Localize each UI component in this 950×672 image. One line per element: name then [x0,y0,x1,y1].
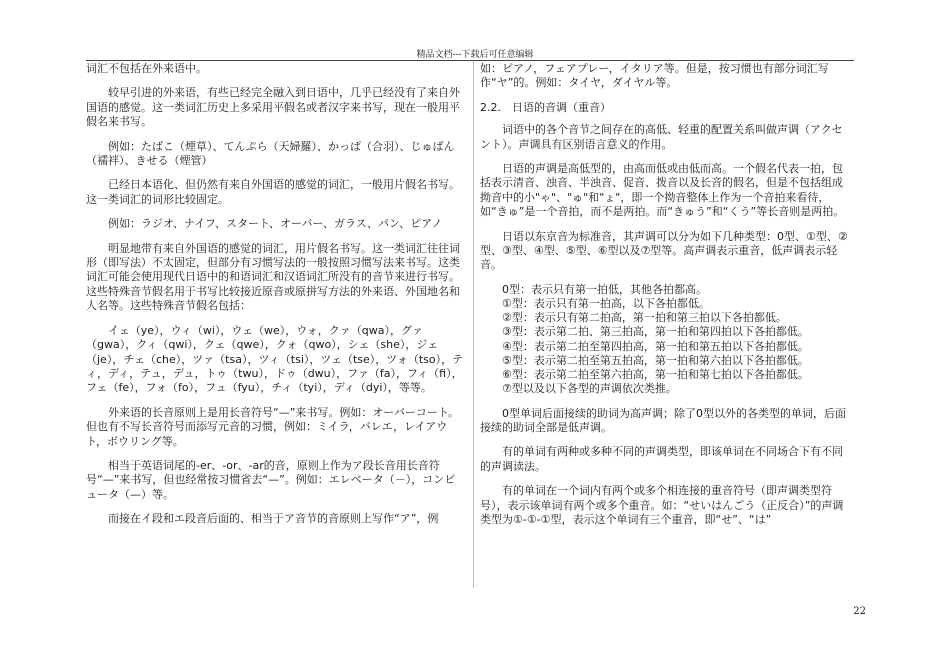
page-number: 22 [853,606,866,617]
paragraph: 如：ピアノ，フェアプレー，イタリア等。但是，按习惯也有部分词汇写作“ヤ”的。例如：タイヤ，ダイヤル等。 [480,62,829,90]
paragraph: 有的单词在一个词内有两个或多个相连接的重音符号（即声调类型符号），表示该单词有两个或多个重音。如：“せいはんごう（正反合）”的声调类型为①-①-①型，表示这个单词有三个重音，即“せ”、“は” [480,484,844,526]
paragraph: 有的单词有两种或多种不同的声调类型，即该单词在不同场合下有不同的声调读法。 [480,445,843,473]
column-divider [473,61,474,588]
list-item: 0型：表示只有第一拍低，其他各拍都高。 [502,282,707,296]
paragraph-group [480,407,852,528]
paragraph: 已经日本语化、但仍然有来自外国语的感觉的词汇，一般用片假名书写。这一类词汇的词形比较固定。 [86,178,460,206]
paragraph: 词汇不包括在外来语中。 [86,62,207,75]
right-column [480,62,852,537]
list-item: ⑤型：表示第二拍至第五拍高，第一拍和第六拍以下各拍都低。 [502,353,809,367]
paragraph: 日语以东京音为标准音，其声调可以分为如下几种类型：0型、①型、②型、③型、④型、⑤型、⑥型以及⑦型等。高声调表示重音，低声调表示轻音。 [480,229,848,272]
paragraph: イェ（ye），ウィ（wi），ウェ（we），ウォ，クァ（qwa），グァ（gwa），クィ（qwi），クェ（qwe），クォ（qwo），シェ（she），ジェ（je），チェ（che），ツァ（tsa），ツィ（tsi），ツェ（tse），ツォ（tso），ティ，ディ，テュ，デュ，トゥ（twu），ドゥ（dwu），ファ（fa），フィ（fi），フェ（fe），フォ（fo），フュ（fyu），チィ（tyi），ディ（dyi），等等。 [86,323,464,395]
list-item: ③型：表示第二拍、第三拍高，第一拍和第四拍以下各拍都低。 [502,325,809,339]
paragraph: 较早引进的外来语，有些已经完全融入到日语中，几乎已经没有了来自外国语的感觉。这一类词汇历史上多采用平假名或者汉字来书写，现在一般用平假名来书写。 [86,86,460,129]
list-item: ②型：表示只有第二拍高，第一拍和第三拍以下各拍都低。 [502,311,787,325]
list-item: ④型：表示第二拍至第四拍高，第一拍和第五拍以下各拍都低。 [502,339,809,353]
section-heading: 2.2. 日语的音调（重音） [480,100,611,114]
paragraph: 0型单词后面接续的助词为高声调；除了0型以外的各类型的单词，后面接续的助词全部是低声调。 [480,406,846,434]
paragraph: 相当于英语词尾的-er、-or、-ar的音，原则上作为ア段长音用长音符号“—”来书写，但也经常按习惯省去“—”。例如：エレベータ（－），コンピュータ（—）等。 [86,458,456,501]
paragraph: 例如：ラジオ、ナイフ、スタート、オーバー、ガラス、パン、ピアノ [108,217,443,231]
list-item: ⑥型：表示第二拍至第六拍高，第一拍和第七拍以下各拍都低。 [502,368,809,382]
list-item: ①型：表示只有第一拍高，以下各拍都低。 [502,297,710,311]
paragraph: 而接在イ段和エ段音后面的、相当于ア音节的音原则上写作“ア”，例 [108,512,439,526]
paragraph: 明显地带有来自外国语的感觉的词汇，用片假名书写。这一类词汇往往词形（即写法）不太固定，但部分有习惯写法的一般按照习惯写法来书写。这类词汇可能会使用现代日语中的和语词汇和汉语词汇所没有的音节来进行书写。这些特殊音节假名用于书写比较接近原音或原拼写方法的外来语、外国地名和人名等。这些特殊音节假名包括： [86,241,460,313]
paragraph: 外来语的长音原则上是用长音符号“—”来书写。例如：オーバーコート。但也有不写长音符号而添写元音的习惯，例如：ミイラ，バレエ，レイアウト，ボウリング等。 [86,405,459,448]
accent-type-list [480,283,852,397]
page-header: 精品文档---下载后可任意编辑 [416,50,534,60]
left-column [86,62,466,537]
paragraph: 例如：たばこ（煙草）、てんぷら（天婦羅）、かっぱ（合羽）、じゅばん（襦袢）、きせる（煙管） [86,139,455,168]
header-rule [86,60,854,61]
list-item: ⑦型以及以下各型的声调依次类推。 [502,382,677,396]
paragraph-group [480,123,852,273]
paragraph: 词语中的各个音节之间存在的高低、轻重的配置关系叫做声调（アクセント）。声调具有区别语言意义的作用。 [480,123,843,151]
paragraph: 日语的声调是高低型的，由高而低或由低而高。一个假名代表一拍，包括表示清音、浊音、半浊音、促音、拨音以及长音的假名，但是不包括组成拗音中的小"ゃ"、"ゅ"和"ょ"，即一个拗音整体上作为一个音拍来看待，如“きゅ”是一个音拍，而不是两拍。而“きゅう”和“くう”等长音则是两拍。 [480,162,845,219]
